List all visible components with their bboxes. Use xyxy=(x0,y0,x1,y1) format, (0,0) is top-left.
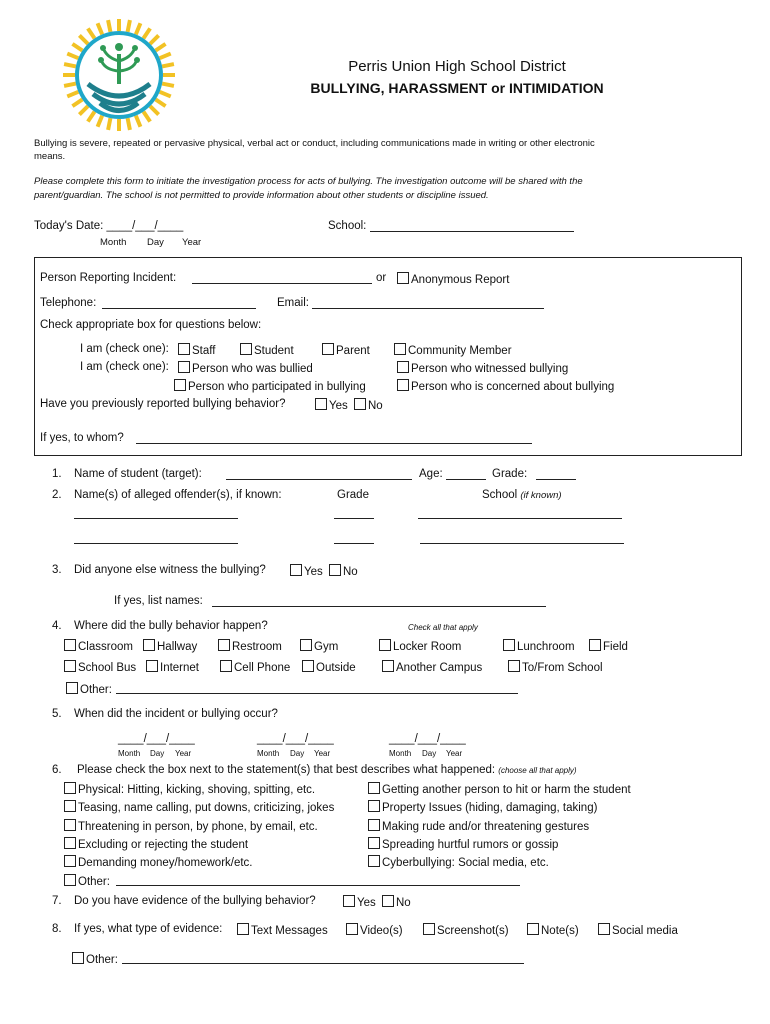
screenshot-checkbox[interactable] xyxy=(423,923,509,937)
date-year-label: Year xyxy=(182,237,202,248)
outside-label: Outside xyxy=(316,662,356,674)
other-label: Other: xyxy=(78,876,110,888)
offender-grade-line-1[interactable] xyxy=(334,518,374,519)
gym-label: Gym xyxy=(314,641,339,653)
offender-school-line-1[interactable] xyxy=(418,518,622,519)
checkbox-icon[interactable] xyxy=(220,660,232,672)
another-campus-label: Another Campus xyxy=(396,662,483,674)
q3-list-label: If yes, list names: xyxy=(114,595,203,607)
form-title: BULLYING, HARASSMENT or INTIMIDATION xyxy=(310,80,604,96)
q5-month-1: Month xyxy=(118,749,141,758)
checkbox-icon[interactable] xyxy=(64,639,76,651)
sun-ray xyxy=(156,99,166,106)
q7-yes-checkbox[interactable] xyxy=(343,895,376,909)
community-member-label: Community Member xyxy=(408,345,512,357)
q5-number: 5. xyxy=(52,708,62,720)
checkbox-icon[interactable] xyxy=(598,923,610,935)
sun-ray xyxy=(136,23,141,34)
sun-ray xyxy=(108,20,110,32)
anonymous-report-label: Anonymous Report xyxy=(411,274,510,286)
reporter-section xyxy=(34,257,742,456)
sun-ray xyxy=(79,106,87,114)
or-text: or xyxy=(376,272,387,284)
outside-checkbox[interactable] xyxy=(302,660,356,674)
q4-note: Check all that apply xyxy=(408,623,478,632)
anonymous-report-checkbox[interactable] xyxy=(397,272,509,286)
demanding-label: Demanding money/homework/etc. xyxy=(78,857,253,869)
q1-age-line[interactable] xyxy=(446,479,486,480)
checkbox-icon[interactable] xyxy=(178,361,190,373)
q2-label: Name(s) of alleged offender(s), if known: xyxy=(74,489,282,501)
sun-ray xyxy=(150,106,158,114)
to-from-school-label: To/From School xyxy=(522,662,603,674)
q3-number: 3. xyxy=(52,564,62,576)
checkbox-icon[interactable] xyxy=(72,952,84,964)
todays-date-field[interactable]: Today's Date: ____/___/____ xyxy=(34,220,184,232)
q6-label-text: Please check the box next to the statement(s) that best describes what happened: xyxy=(77,764,496,776)
q1-grade-label: Grade: xyxy=(492,468,528,480)
q7-number: 7. xyxy=(52,895,62,907)
checkbox-icon[interactable] xyxy=(143,639,155,651)
previously-no-checkbox[interactable] xyxy=(354,398,383,412)
q1-name-line[interactable] xyxy=(226,479,412,480)
locker-room-label: Locker Room xyxy=(393,641,462,653)
staff-checkbox[interactable] xyxy=(178,343,215,357)
getting-another-checkbox[interactable] xyxy=(368,782,631,796)
hallway-checkbox[interactable] xyxy=(143,639,197,653)
q3-no-checkbox[interactable] xyxy=(329,564,358,578)
checkbox-icon[interactable] xyxy=(290,564,302,576)
sun-ray xyxy=(98,116,103,127)
sun-ray xyxy=(128,118,130,130)
checkbox-icon[interactable] xyxy=(368,837,380,849)
property-label: Property Issues (hiding, damaging, taking) xyxy=(382,802,598,814)
locker-room-checkbox[interactable] xyxy=(379,639,461,653)
physical-label: Physical: Hitting, kicking, shoving, spitting, etc. xyxy=(78,784,316,796)
checkbox-icon[interactable] xyxy=(343,895,355,907)
q2-number: 2. xyxy=(52,489,62,501)
q2-school-header xyxy=(482,489,562,501)
no-label: No xyxy=(396,897,411,909)
checkbox-icon[interactable] xyxy=(589,639,601,651)
person-reporting-label: Person Reporting Incident: xyxy=(40,272,177,284)
school-header-text: School xyxy=(482,489,518,501)
parent-checkbox[interactable] xyxy=(322,343,370,357)
q1-label: Name of student (target): xyxy=(74,468,202,480)
checkbox-icon[interactable] xyxy=(64,782,76,794)
rude-gestures-label: Making rude and/or threatening gestures xyxy=(382,821,590,833)
text-messages-label: Text Messages xyxy=(251,925,328,937)
q6-other-checkbox[interactable] xyxy=(64,874,110,888)
sun-ray xyxy=(72,44,82,51)
q1-number: 1. xyxy=(52,468,62,480)
restroom-label: Restroom xyxy=(232,641,282,653)
checkbox-icon[interactable] xyxy=(423,923,435,935)
checkbox-icon[interactable] xyxy=(397,361,409,373)
i-am-label-2: I am (check one): xyxy=(80,361,169,373)
school-input-line[interactable] xyxy=(370,231,574,232)
lunchroom-checkbox[interactable] xyxy=(503,639,575,653)
cell-phone-label: Cell Phone xyxy=(234,662,291,674)
school-label: School: xyxy=(328,220,367,232)
witnessed-checkbox[interactable] xyxy=(397,361,568,375)
checkbox-icon[interactable] xyxy=(368,800,380,812)
checkbox-icon[interactable] xyxy=(329,564,341,576)
demanding-checkbox[interactable] xyxy=(64,855,253,869)
previously-yes-checkbox[interactable] xyxy=(315,398,348,412)
sun-ray xyxy=(156,44,166,51)
cyberbullying-label: Cyberbullying: Social media, etc. xyxy=(382,857,549,869)
checkbox-icon[interactable] xyxy=(322,343,334,355)
definition-text-2: means. xyxy=(34,151,66,162)
q5-year-2: Year xyxy=(314,749,331,758)
definition-text: Bullying is severe, repeated or pervasive physical, verbal act or conduct, including communications made in writing or other electronic xyxy=(34,138,595,149)
sun-ray xyxy=(128,20,130,32)
checkbox-icon[interactable] xyxy=(66,682,78,694)
community-member-checkbox[interactable] xyxy=(394,343,512,357)
checkbox-icon[interactable] xyxy=(302,660,314,672)
property-checkbox[interactable] xyxy=(368,800,597,814)
participated-label: Person who participated in bullying xyxy=(188,381,366,393)
participated-checkbox[interactable] xyxy=(174,379,366,393)
telephone-label: Telephone: xyxy=(40,297,97,309)
checkbox-icon[interactable] xyxy=(218,639,230,651)
q8-label: If yes, what type of evidence: xyxy=(74,923,223,935)
checkbox-icon[interactable] xyxy=(64,660,76,672)
q5-day-3: Day xyxy=(422,749,437,758)
social-media-label: Social media xyxy=(612,925,678,937)
checkbox-icon[interactable] xyxy=(64,855,76,867)
excluding-label: Excluding or rejecting the student xyxy=(78,839,249,851)
school-bus-label: School Bus xyxy=(78,662,137,674)
note-checkbox[interactable] xyxy=(527,923,579,937)
bullied-label: Person who was bullied xyxy=(192,363,313,375)
date-month-label: Month xyxy=(100,237,127,248)
getting-another-label: Getting another person to hit or harm the student xyxy=(382,784,631,796)
text-messages-checkbox[interactable] xyxy=(237,923,328,937)
email-label: Email: xyxy=(277,297,309,309)
field-checkbox[interactable] xyxy=(589,639,628,653)
witnessed-label: Person who witnessed bullying xyxy=(411,363,569,375)
q1-age-label: Age: xyxy=(419,468,443,480)
no-label: No xyxy=(343,566,358,578)
checkbox-icon[interactable] xyxy=(397,379,409,391)
logo-emblem xyxy=(60,16,178,134)
field-label: Field xyxy=(603,641,628,653)
q5-date-1[interactable]: ____/___/____ xyxy=(118,733,195,745)
checkbox-icon[interactable] xyxy=(64,874,76,886)
cell-phone-checkbox[interactable] xyxy=(220,660,290,674)
student-checkbox[interactable] xyxy=(240,343,294,357)
q5-day-1: Day xyxy=(150,749,165,758)
internet-checkbox[interactable] xyxy=(146,660,199,674)
instructions-text-2: parent/guardian. The school is not permitted to provide information about other students or discipline issued. xyxy=(34,190,489,201)
checkbox-icon[interactable] xyxy=(368,782,380,794)
threatening-label: Threatening in person, by phone, by email, etc. xyxy=(78,821,318,833)
excluding-checkbox[interactable] xyxy=(64,837,248,851)
q5-month-3: Month xyxy=(389,749,412,758)
q3-yes-checkbox[interactable] xyxy=(290,564,323,578)
q7-label: Do you have evidence of the bullying behavior? xyxy=(74,895,316,907)
checkbox-icon[interactable] xyxy=(315,398,327,410)
rumors-checkbox[interactable] xyxy=(368,837,558,851)
q5-label: When did the incident or bullying occur? xyxy=(74,708,278,720)
q4-label: Where did the bully behavior happen? xyxy=(74,620,268,632)
checkbox-icon[interactable] xyxy=(379,639,391,651)
district-name: Perris Union High School District xyxy=(348,58,566,75)
video-label: Video(s) xyxy=(360,925,403,937)
teasing-label: Teasing, name calling, put downs, criticizing, jokes xyxy=(78,802,335,814)
q6-number: 6. xyxy=(52,764,62,776)
sun-ray xyxy=(136,116,141,127)
q5-year-1: Year xyxy=(175,749,192,758)
q3-label: Did anyone else witness the bullying? xyxy=(74,564,266,576)
q8-number: 8. xyxy=(52,923,62,935)
if-yes-whom-line[interactable] xyxy=(136,443,532,444)
sun-ray xyxy=(108,118,110,130)
social-media-checkbox[interactable] xyxy=(598,923,678,937)
hallway-label: Hallway xyxy=(157,641,198,653)
classroom-checkbox[interactable] xyxy=(64,639,133,653)
checkbox-icon[interactable] xyxy=(346,923,358,935)
another-campus-checkbox[interactable] xyxy=(382,660,482,674)
q1-grade-line[interactable] xyxy=(536,479,576,480)
q5-year-3: Year xyxy=(446,749,463,758)
rumors-label: Spreading hurtful rumors or gossip xyxy=(382,839,559,851)
if-yes-whom-label: If yes, to whom? xyxy=(40,432,124,444)
date-day-label: Day xyxy=(147,237,164,248)
checkbox-icon[interactable] xyxy=(300,639,312,651)
q5-date-2[interactable]: ____/___/____ xyxy=(257,733,334,745)
checkbox-icon[interactable] xyxy=(503,639,515,651)
checkbox-icon[interactable] xyxy=(527,923,539,935)
checkbox-icon[interactable] xyxy=(368,855,380,867)
q8-other-checkbox[interactable] xyxy=(72,952,118,966)
concerned-checkbox[interactable] xyxy=(397,379,614,393)
checkbox-icon[interactable] xyxy=(382,895,394,907)
sun-ray xyxy=(72,99,82,106)
other-label: Other: xyxy=(86,954,118,966)
checkbox-icon[interactable] xyxy=(64,800,76,812)
sun-ray xyxy=(98,23,103,34)
yes-label: Yes xyxy=(357,897,376,909)
checkbox-icon[interactable] xyxy=(146,660,158,672)
restroom-checkbox[interactable] xyxy=(218,639,282,653)
checkbox-icon[interactable] xyxy=(237,923,249,935)
q4-other-line[interactable] xyxy=(116,693,518,694)
yes-label: Yes xyxy=(329,400,348,412)
classroom-label: Classroom xyxy=(78,641,133,653)
checkbox-icon[interactable] xyxy=(354,398,366,410)
sun-ray xyxy=(150,35,158,43)
q5-day-2: Day xyxy=(290,749,305,758)
email-line[interactable] xyxy=(312,308,544,309)
to-from-school-checkbox[interactable] xyxy=(508,660,603,674)
video-checkbox[interactable] xyxy=(346,923,403,937)
rude-gestures-checkbox[interactable] xyxy=(368,819,589,833)
checkbox-icon[interactable] xyxy=(394,343,406,355)
checkbox-icon[interactable] xyxy=(64,819,76,831)
checkbox-icon[interactable] xyxy=(508,660,520,672)
staff-label: Staff xyxy=(192,345,216,357)
other-label: Other: xyxy=(80,684,112,696)
checkbox-icon[interactable] xyxy=(174,379,186,391)
q8-other-line[interactable] xyxy=(122,963,524,964)
checkbox-icon[interactable] xyxy=(368,819,380,831)
school-bus-checkbox[interactable] xyxy=(64,660,136,674)
threatening-checkbox[interactable] xyxy=(64,819,318,833)
q6-label xyxy=(77,764,577,776)
checkbox-icon[interactable] xyxy=(64,837,76,849)
instructions-text: Please complete this form to initiate the investigation process for acts of bullying. The investigation outcome will be shared with the xyxy=(34,176,583,187)
q4-number: 4. xyxy=(52,620,62,632)
concerned-label: Person who is concerned about bullying xyxy=(411,381,615,393)
offender-name-line-2[interactable] xyxy=(74,543,238,544)
district-logo xyxy=(60,16,178,134)
q5-date-3[interactable]: ____/___/____ xyxy=(389,733,466,745)
lunchroom-label: Lunchroom xyxy=(517,641,575,653)
offender-grade-line-2[interactable] xyxy=(334,543,374,544)
no-label: No xyxy=(368,400,383,412)
offender-school-line-2[interactable] xyxy=(420,543,624,544)
offender-name-line-1[interactable] xyxy=(74,518,238,519)
i-am-label-1: I am (check one): xyxy=(80,343,169,355)
gym-checkbox[interactable] xyxy=(300,639,338,653)
sun-ray xyxy=(88,28,95,38)
teasing-checkbox[interactable] xyxy=(64,800,334,814)
sun-ray xyxy=(88,112,95,122)
checkbox-icon[interactable] xyxy=(382,660,394,672)
q6-other-line[interactable] xyxy=(116,885,520,886)
internet-label: Internet xyxy=(160,662,199,674)
parent-label: Parent xyxy=(336,345,370,357)
q6-note: (choose all that apply) xyxy=(498,766,577,775)
q7-no-checkbox[interactable] xyxy=(382,895,411,909)
yes-label: Yes xyxy=(304,566,323,578)
note-label: Note(s) xyxy=(541,925,579,937)
telephone-line[interactable] xyxy=(102,308,256,309)
check-instructions: Check appropriate box for questions below: xyxy=(40,319,262,331)
cyberbullying-checkbox[interactable] xyxy=(368,855,549,869)
physical-checkbox[interactable] xyxy=(64,782,315,796)
screenshot-label: Screenshot(s) xyxy=(437,925,509,937)
sun-ray xyxy=(143,112,150,122)
q3-list-line[interactable] xyxy=(212,606,546,607)
previously-reported-label: Have you previously reported bullying behavior? xyxy=(40,398,286,410)
q2-grade-header: Grade xyxy=(337,489,369,501)
school-note: (if known) xyxy=(520,490,562,501)
checkbox-icon[interactable] xyxy=(240,343,252,355)
checkbox-icon[interactable] xyxy=(178,343,190,355)
q5-month-2: Month xyxy=(257,749,280,758)
student-label: Student xyxy=(254,345,294,357)
checkbox-icon[interactable] xyxy=(397,272,409,284)
bullied-checkbox[interactable] xyxy=(178,361,313,375)
sun-ray xyxy=(143,28,150,38)
person-reporting-line[interactable] xyxy=(192,283,372,284)
q4-other-checkbox[interactable] xyxy=(66,682,112,696)
sun-ray xyxy=(79,35,87,43)
